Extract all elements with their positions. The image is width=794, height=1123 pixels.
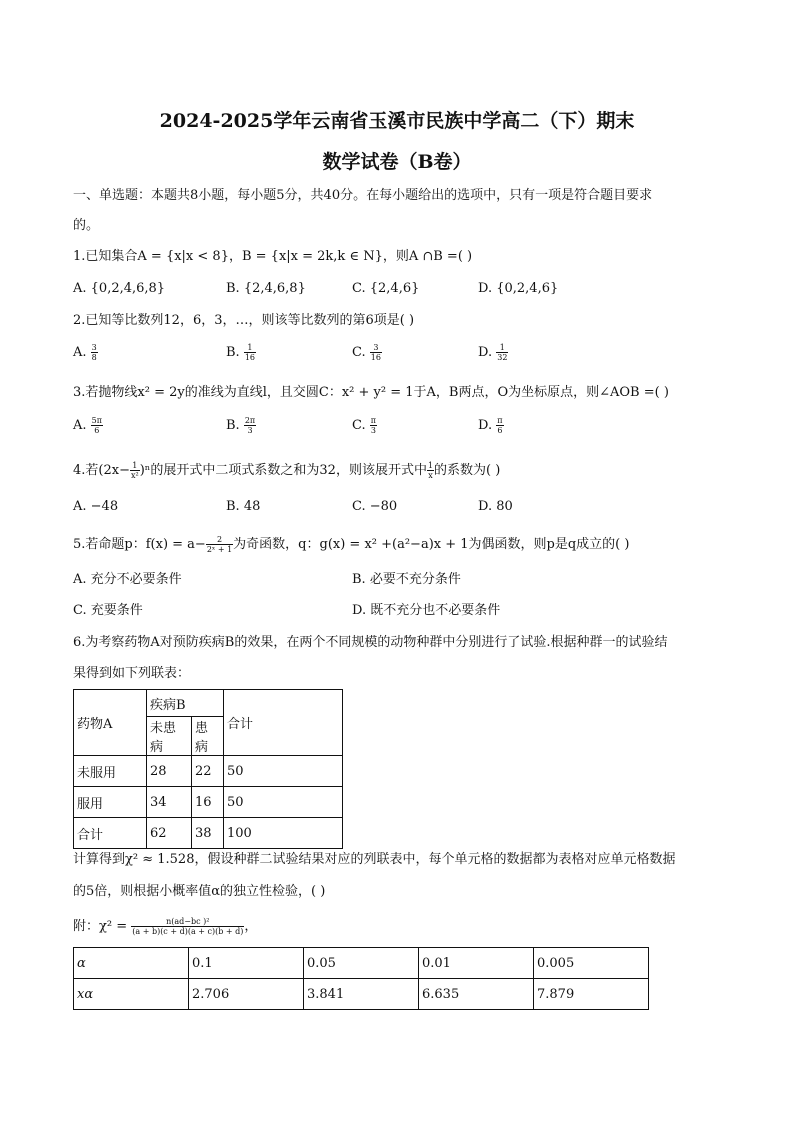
table-cell: xα [74,979,189,1010]
table-cell: 50 [224,756,343,787]
table-row [74,756,343,787]
q2-option-d: D. $\frac{1}{32}$ [478,343,508,362]
q1-stem: 1.已知集合A = {x|x < 8}，B = {x|x = 2k,k ∈ N}，则A ∩B =( ) [73,249,473,264]
q4-option-a: A. −48 [73,499,119,514]
q3-option-b: B. $\frac{2\pi}{3}$ [226,416,256,435]
q4-stem: 4.若(2x− $\frac{1}{\text{x²}}$ )ⁿ的展开式中二项式系数之和为32，则该展开式中 $\frac{1}{x}$ 的系数为( ) [73,461,501,480]
table-row [74,787,343,818]
table-cell: 22 [192,756,224,787]
q3-option-d: D. $\frac{\pi}{6}$ [478,416,503,435]
table-cell: 0.005 [534,948,649,979]
table-cell: 28 [147,756,192,787]
q5-stem: 5.若命题p：f(x) = a− $\frac{2}{\text{2ˣ + 1}}$ 为奇函数，q：g(x) = x² +(a²−a)x + 1为偶函数，则p是q成立的( ) [73,535,630,554]
section-instruction-1: 一、单选题：本题共8小题，每小题5分，共40分。在每小题给出的选项中，只有一项是符合题目要求 [73,188,653,203]
q1-option-d: D. {0,2,4,6} [478,281,559,296]
q5-option-c: C. 充要条件 [73,603,143,618]
table-cell: 0.05 [304,948,419,979]
table-row [74,979,649,1010]
table-cell: α [74,948,189,979]
contingency-table [73,689,343,849]
q4-option-b: B. 48 [226,499,261,514]
table-cell: 合计 [74,818,147,849]
table-cell: 6.635 [419,979,534,1010]
table-header-disease: 疾病B [147,690,224,717]
q3-option-c: C. $\frac{\pi}{3}$ [352,416,377,435]
title-line-1: 2024-2025学年云南省玉溪市民族中学高二（下）期末 [159,110,635,132]
q5-option-b: B. 必要不充分条件 [352,572,461,587]
q1-option-c: C. {2,4,6} [352,281,420,296]
q6-stem-line-4: 的5倍，则根据小概率值α的独立性检验，( ) [73,884,326,899]
q2-option-a: A. $\frac{3}{8}$ [73,343,97,362]
table-cell: 0.01 [419,948,534,979]
table-cell: 34 [147,787,192,818]
table-cell: 62 [147,818,192,849]
q6-stem-line-3: 计算得到χ² ≈ 1.528，假设种群二试验结果对应的列联表中，每个单元格的数据都为表格对应单元格数据 [73,852,676,867]
q4-option-d: D. 80 [478,499,513,514]
title-line-2: 数学试卷（B卷） [322,151,472,173]
q6-stem-line-1: 6.为考察药物A对预防疾病B的效果，在两个不同规模的动物种群中分别进行了试验.根据种群一的试验结 [73,635,668,650]
q5-option-a: A. 充分不必要条件 [73,572,182,587]
table-cell: 7.879 [534,979,649,1010]
q5-option-d: D. 既不充分也不必要条件 [352,603,501,618]
table-row [74,818,343,849]
q1-option-b: B. {2,4,6,8} [226,281,306,296]
table-cell: 未服用 [74,756,147,787]
q3-stem: 3.若抛物线x² = 2y的准线为直线l，且交圆C：x² + y² = 1于A，B两点，O为坐标原点，则∠AOB =( ) [73,385,669,400]
table-header-drug: 药物A [74,690,147,756]
table-cell: 100 [224,818,343,849]
q3-option-a: A. $\frac{5\pi}{6}$ [73,416,103,435]
table-header-total: 合计 [224,690,343,756]
table-cell: 50 [224,787,343,818]
q2-stem: 2.已知等比数列12，6，3，…，则该等比数列的第6项是( ) [73,313,415,328]
q4-option-c: C. −80 [352,499,398,514]
q2-option-b: B. $\frac{1}{16}$ [226,343,256,362]
q2-option-c: C. $\frac{3}{16}$ [352,343,381,362]
q6-stem-line-2: 果得到如下列联表： [73,666,191,681]
q1-option-a: A. {0,2,4,6,8} [73,281,166,296]
table-cell: 38 [192,818,224,849]
table-cell: 0.1 [189,948,304,979]
table-cell: 服用 [74,787,147,818]
table-row [74,948,649,979]
table-cell: 3.841 [304,979,419,1010]
table-cell: 16 [192,787,224,818]
table-header-not-sick: 未患病 [147,717,192,756]
table-cell: 2.706 [189,979,304,1010]
critical-value-table [73,947,649,1010]
table-header-sick: 患病 [192,717,224,756]
section-instruction-2: 的。 [73,218,100,233]
chi-square-formula: 附：χ² = $\frac{\text{n(ad−bc )²}}{(a + b)(c + d)(a + c)(b + d)}$ ， [73,917,258,936]
